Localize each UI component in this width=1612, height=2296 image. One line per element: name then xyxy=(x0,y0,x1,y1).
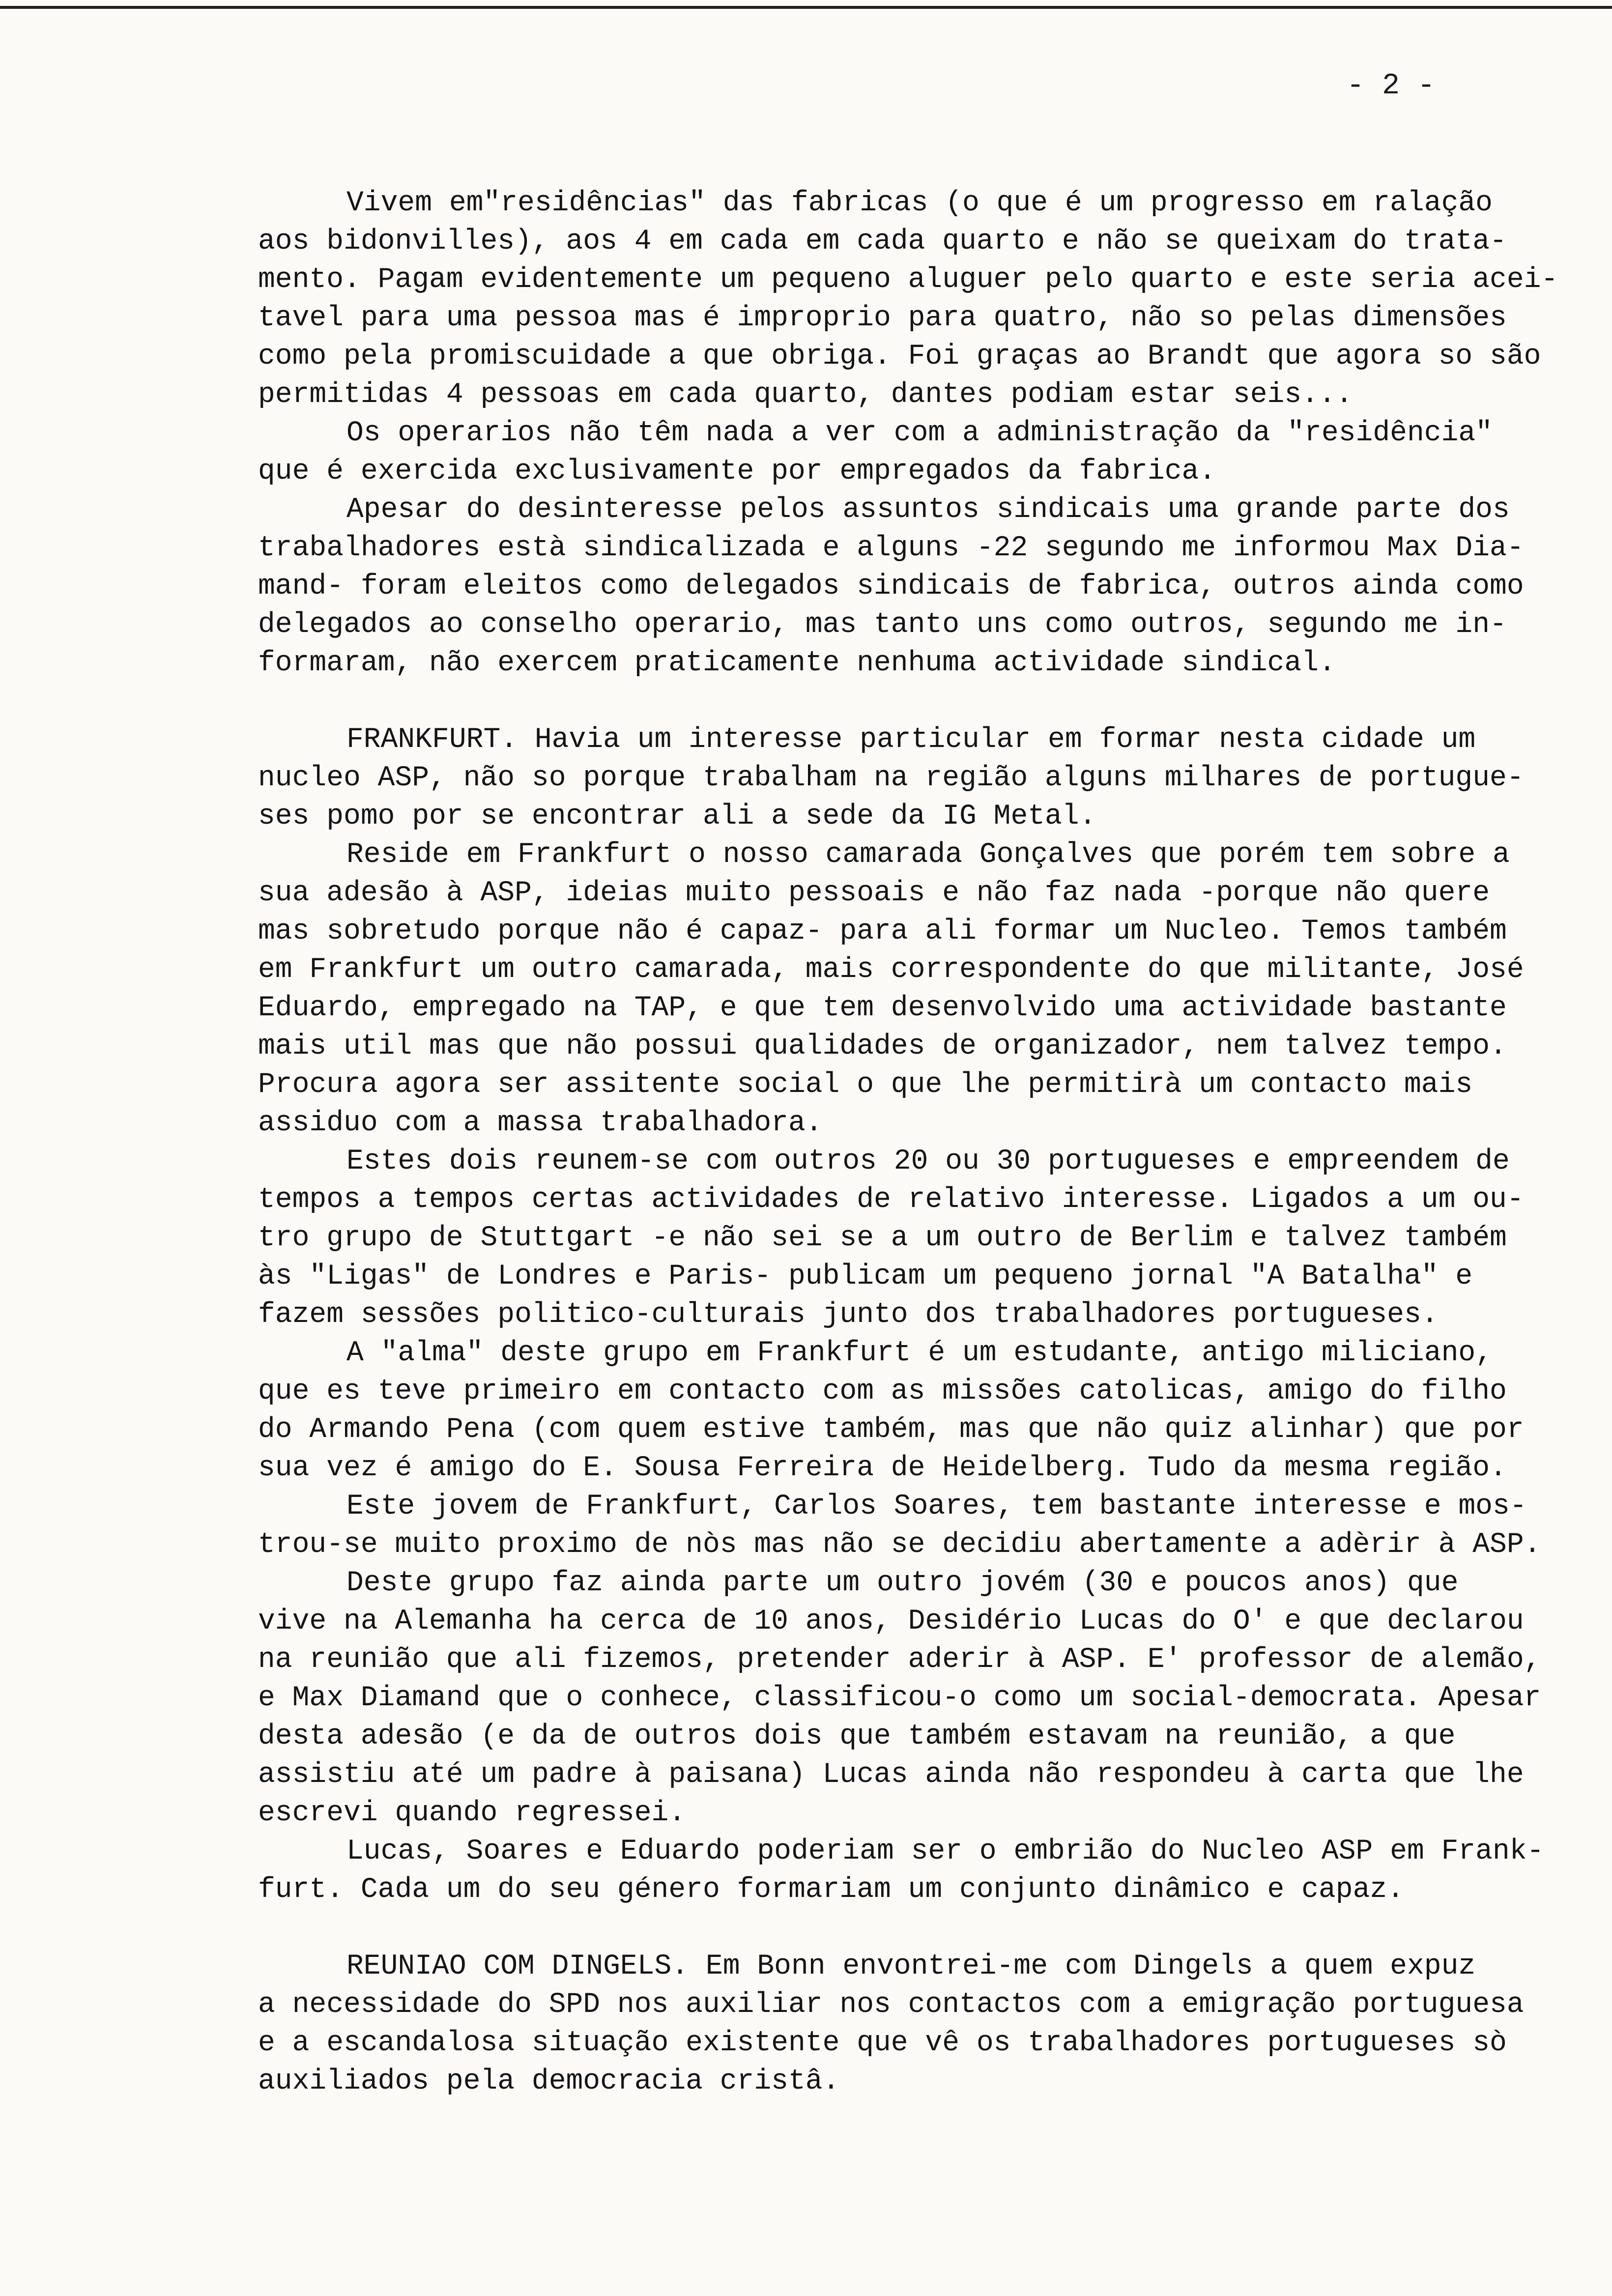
document-body xyxy=(258,184,1575,2101)
page-number: - 2 - xyxy=(1347,69,1436,103)
top-edge-rule xyxy=(0,6,1612,9)
paragraph-frankfurt-heading: FRANKFURT. Havia um interesse particular em formar nesta cidade um nucleo ASP, não so porque trabalham na região alguns milhares de portugue- ses pomo por se encontrar ali a sede da IG Metal. xyxy=(258,724,1524,832)
paragraph-union-delegates: Apesar do desinteresse pelos assuntos sindicais uma grande parte dos trabalhadores està sindicalizada e alguns -22 segundo me informou Max Dia- mand- foram eleitos como delegados sindicais de fabrica, outros ainda como delegados ao conselho operario, mas tanto uns como outros, segundo me in- formaram, não exercem praticamente nenhuma actividade sindical. xyxy=(258,494,1524,679)
paragraph-group-soul: A "alma" deste grupo em Frankfurt é um estudante, antigo miliciano, que es teve primeiro em contacto com as missões catolicas, amigo do filho do Armando Pena (com quem estive também, mas que não quiz alinhar) que por sua vez é amigo do E. Sousa Ferreira de Heidelberg. Tudo da mesma região. xyxy=(258,1337,1524,1484)
paragraph-dingels-meeting: REUNIAO COM DINGELS. Em Bonn envontrei-me com Dingels a quem expuz a necessidade do SPD nos auxiliar nos contactos com a emigração portuguesa e a escandalosa situação existente que vê os trabalhadores portugueses sò auxiliados pela democracia cristâ. xyxy=(258,1951,1524,2097)
paragraph-desiderio-lucas: Deste grupo faz ainda parte um outro jovém (30 e poucos anos) que vive na Alemanha ha cerca de 10 anos, Desidério Lucas do O' e que declarou na reunião que ali fizemos, pretender aderir à ASP. E' professor de alemão, e Max Diamand que o conhece, classificou-o como um social-democrata. Apesar desta adesão (e da de outros dois que também estavam na reunião, a que assistiu até um padre à paisana) Lucas ainda não respondeu à carta que lhe escrevi quando regressei. xyxy=(258,1567,1541,1829)
paragraph-nucleus-embryo: Lucas, Soares e Eduardo poderiam ser o embrião do Nucleo ASP em Frank- furt. Cada um do seu género formariam um conjunto dinâmico e capaz. xyxy=(258,1836,1544,1906)
paragraph-administration: Os operarios não têm nada a ver com a administração da "residência" que é exercida exclusivamente por empregados da fabrica. xyxy=(258,417,1493,488)
paragraph-residences: Vivem em"residências" das fabricas (o que é um progresso em ralação aos bidonvilles), aos 4 em cada em cada quarto e não se queixam do trata- mento. Pagam evidentemente um pequeno aluguer pelo quarto e este seria acei- tavel para uma pessoa mas é improprio para quatro, não so pelas dimensões como pela promiscuidade a que obriga. Foi graças ao Brandt que agora so são permitidas 4 pessoas em cada quarto, dantes podiam estar seis... xyxy=(258,187,1558,411)
paragraph-batalha-group: Estes dois reunem-se com outros 20 ou 30 portugueses e empreendem de tempos a tempos certas actividades de relativo interesse. Ligados a um ou- tro grupo de Stuttgart -e não sei se a um outro de Berlim e talvez também às "Ligas" de Londres e Paris- publicam um pequeno jornal "A Batalha" e fazem sessões politico-culturais junto dos trabalhadores portugueses. xyxy=(258,1146,1524,1331)
paragraph-goncalves: Reside em Frankfurt o nosso camarada Gonçalves que porém tem sobre a sua adesão à ASP, ideias muito pessoais e não faz nada -porque não quere mas sobretudo porque não é capaz- para ali formar um Nucleo. Temos também em Frankfurt um outro camarada, mais correspondente do que militante, José Eduardo, empregado na TAP, e que tem desenvolvido uma actividade bastante mais util mas que não possui qualidades de organizador, nem talvez tempo. Procura agora ser assitente social o que lhe permitirà um contacto mais assiduo com a massa trabalhadora. xyxy=(258,839,1524,1139)
paragraph-carlos-soares: Este jovem de Frankfurt, Carlos Soares, tem bastante interesse e mos- trou-se muito proximo de nòs mas não se decidiu abertamente a adèrir à ASP. xyxy=(258,1491,1541,1561)
